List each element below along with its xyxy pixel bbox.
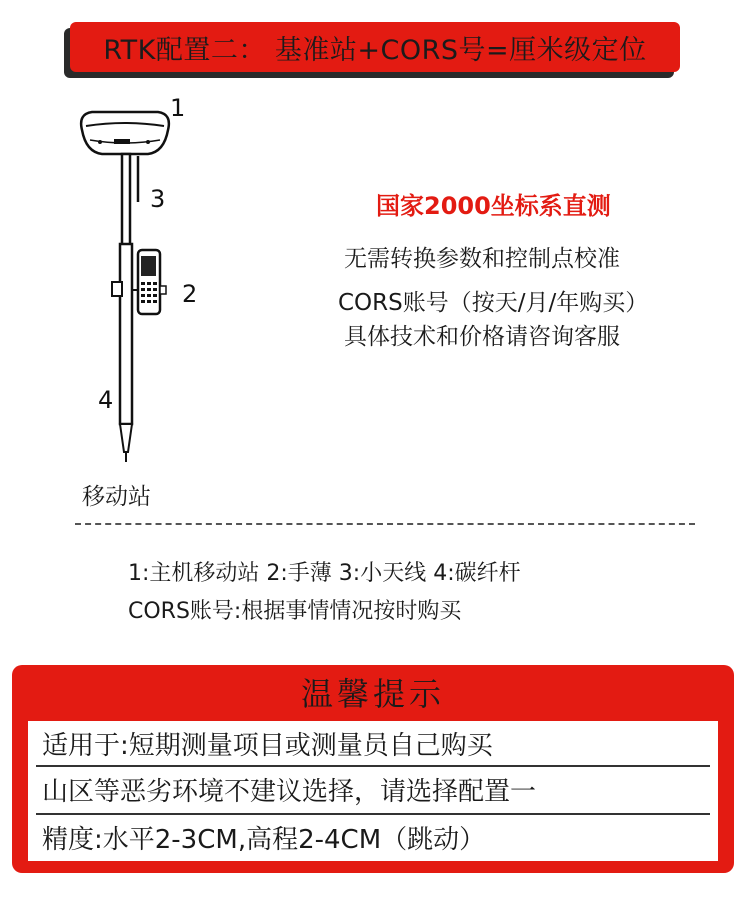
tip-line-1: 适用于:短期测量项目或测量员自己购买	[42, 731, 493, 761]
info-line-2: CORS账号（按天/月/年购买）	[338, 290, 649, 316]
label-2: 2	[182, 280, 198, 308]
tips-body	[28, 721, 718, 861]
coordinate-headline: 国家2000坐标系直测	[376, 192, 611, 220]
tips-title: 温馨提示	[300, 675, 445, 713]
title-text: RTK配置二： 基准站+CORS号=厘米级定位	[103, 34, 647, 66]
legend-line-2: CORS账号:根据事情情况按时购买	[128, 599, 462, 624]
label-1: 1	[170, 94, 186, 122]
title-banner	[70, 22, 680, 72]
tips-panel	[12, 665, 734, 873]
tip-rule-1	[36, 765, 710, 767]
tip-line-3: 精度:水平2-3CM,高程2-4CM（跳动）	[42, 825, 486, 855]
legend-line-1: 1:主机移动站 2:手薄 3:小天线 4:碳纤杆	[128, 561, 521, 586]
rover-station-label: 移动站	[82, 484, 151, 510]
tip-rule-2	[36, 813, 710, 815]
gnss-receiver-icon	[81, 112, 169, 154]
rover-illustration	[70, 90, 210, 470]
label-3: 3	[150, 185, 166, 213]
label-4: 4	[98, 386, 114, 414]
info-line-1: 无需转换参数和控制点校准	[344, 246, 620, 272]
carbon-pole-icon	[120, 154, 132, 462]
tip-line-2: 山区等恶劣环境不建议选择，请选择配置一	[42, 777, 537, 807]
info-line-3: 具体技术和价格请咨询客服	[344, 324, 620, 350]
dashed-divider	[75, 523, 695, 525]
